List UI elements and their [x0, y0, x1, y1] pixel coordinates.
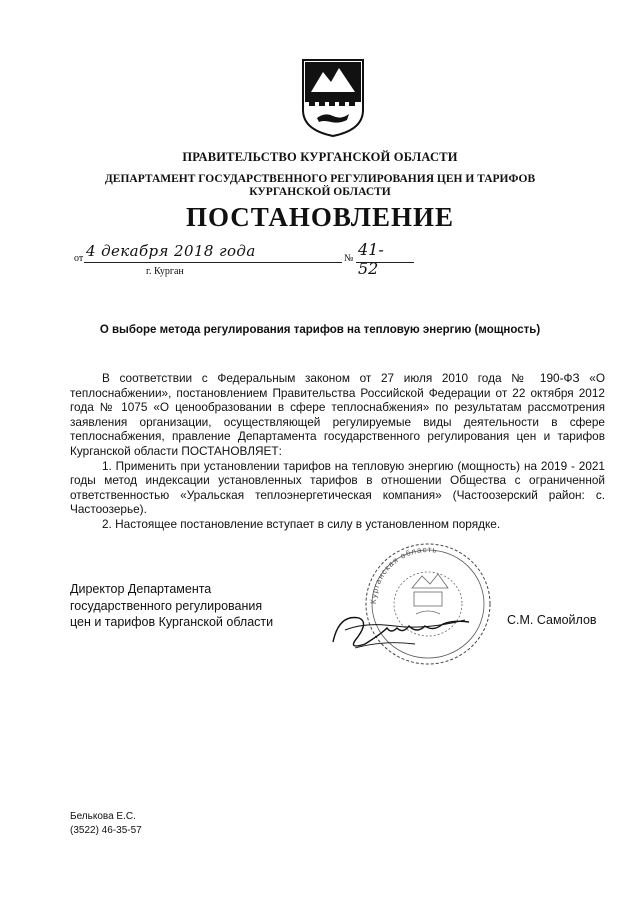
seal-text: Курганская область [368, 544, 439, 605]
city-label: г. Курган [146, 266, 184, 277]
coat-of-arms-icon [301, 58, 365, 138]
document-type-title: ПОСТАНОВЛЕНИЕ [185, 202, 455, 232]
author-phone: (3522) 46-35-57 [70, 825, 142, 836]
handwritten-date: 4 декабря 2018 года [86, 242, 256, 260]
signatory-title-line: государственного регулирования [70, 598, 263, 613]
body-paragraph: 1. Применить при установлении тарифов на тепловую энергию (мощность) на 2019 - 2021 годы метод индексации установленных тарифов в отношении Общества с ограниченной ответственностью «Уральская теплоэнергетическая компания» (Частоозерский район: с. Частоозерье). [70, 458, 605, 517]
number-underline [356, 262, 414, 263]
government-name: ПРАВИТЕЛЬСТВО КУРГАНСКОЙ ОБЛАСТИ [182, 150, 458, 164]
body-paragraph: В соответствии с Федеральным законом от 27 июля 2010 года № 190-ФЗ «О теплоснабжении», постановлением Правительства Российской Федерации от 22 октября 2012 года № 1075 «О ценообразовании в сфере теплоснабжения» по результатам рассмотрения заявления организации, осуществляющей регулируемые виды деятельности в сфере теплоснабжения, правление Департамента государственного регулирования цен и тарифов Курганской области ПОСТАНОВЛЯЕТ: [70, 371, 605, 458]
body-paragraph: 2. Настоящее постановление вступает в силу в установленном порядке. [102, 516, 501, 531]
handwritten-number: 41-52 [358, 240, 384, 278]
signatory-title-line: цен и тарифов Курганской области [70, 615, 274, 629]
signatory-title [70, 581, 273, 631]
date-prefix: от [74, 253, 84, 264]
department-name-line2: КУРГАНСКОЙ ОБЛАСТИ [249, 186, 391, 198]
svg-text:Курганская область [369, 545, 438, 604]
document-body [70, 371, 605, 532]
signatory-name: С.М. Самойлов [507, 613, 597, 627]
handwritten-signature-icon [325, 600, 475, 660]
signatory-title-line: Директор Департамента [70, 582, 212, 596]
number-sign: № [344, 253, 354, 264]
document-author [70, 810, 142, 838]
document-subject: О выборе метода регулирования тарифов на тепловую энергию (мощность) [99, 324, 541, 336]
date-underline [84, 262, 342, 263]
author-name: Белькова Е.С. [70, 811, 136, 822]
department-name-line1: ДЕПАРТАМЕНТ ГОСУДАРСТВЕННОГО РЕГУЛИРОВАНИЯ ЦЕН И ТАРИФОВ [104, 173, 536, 185]
